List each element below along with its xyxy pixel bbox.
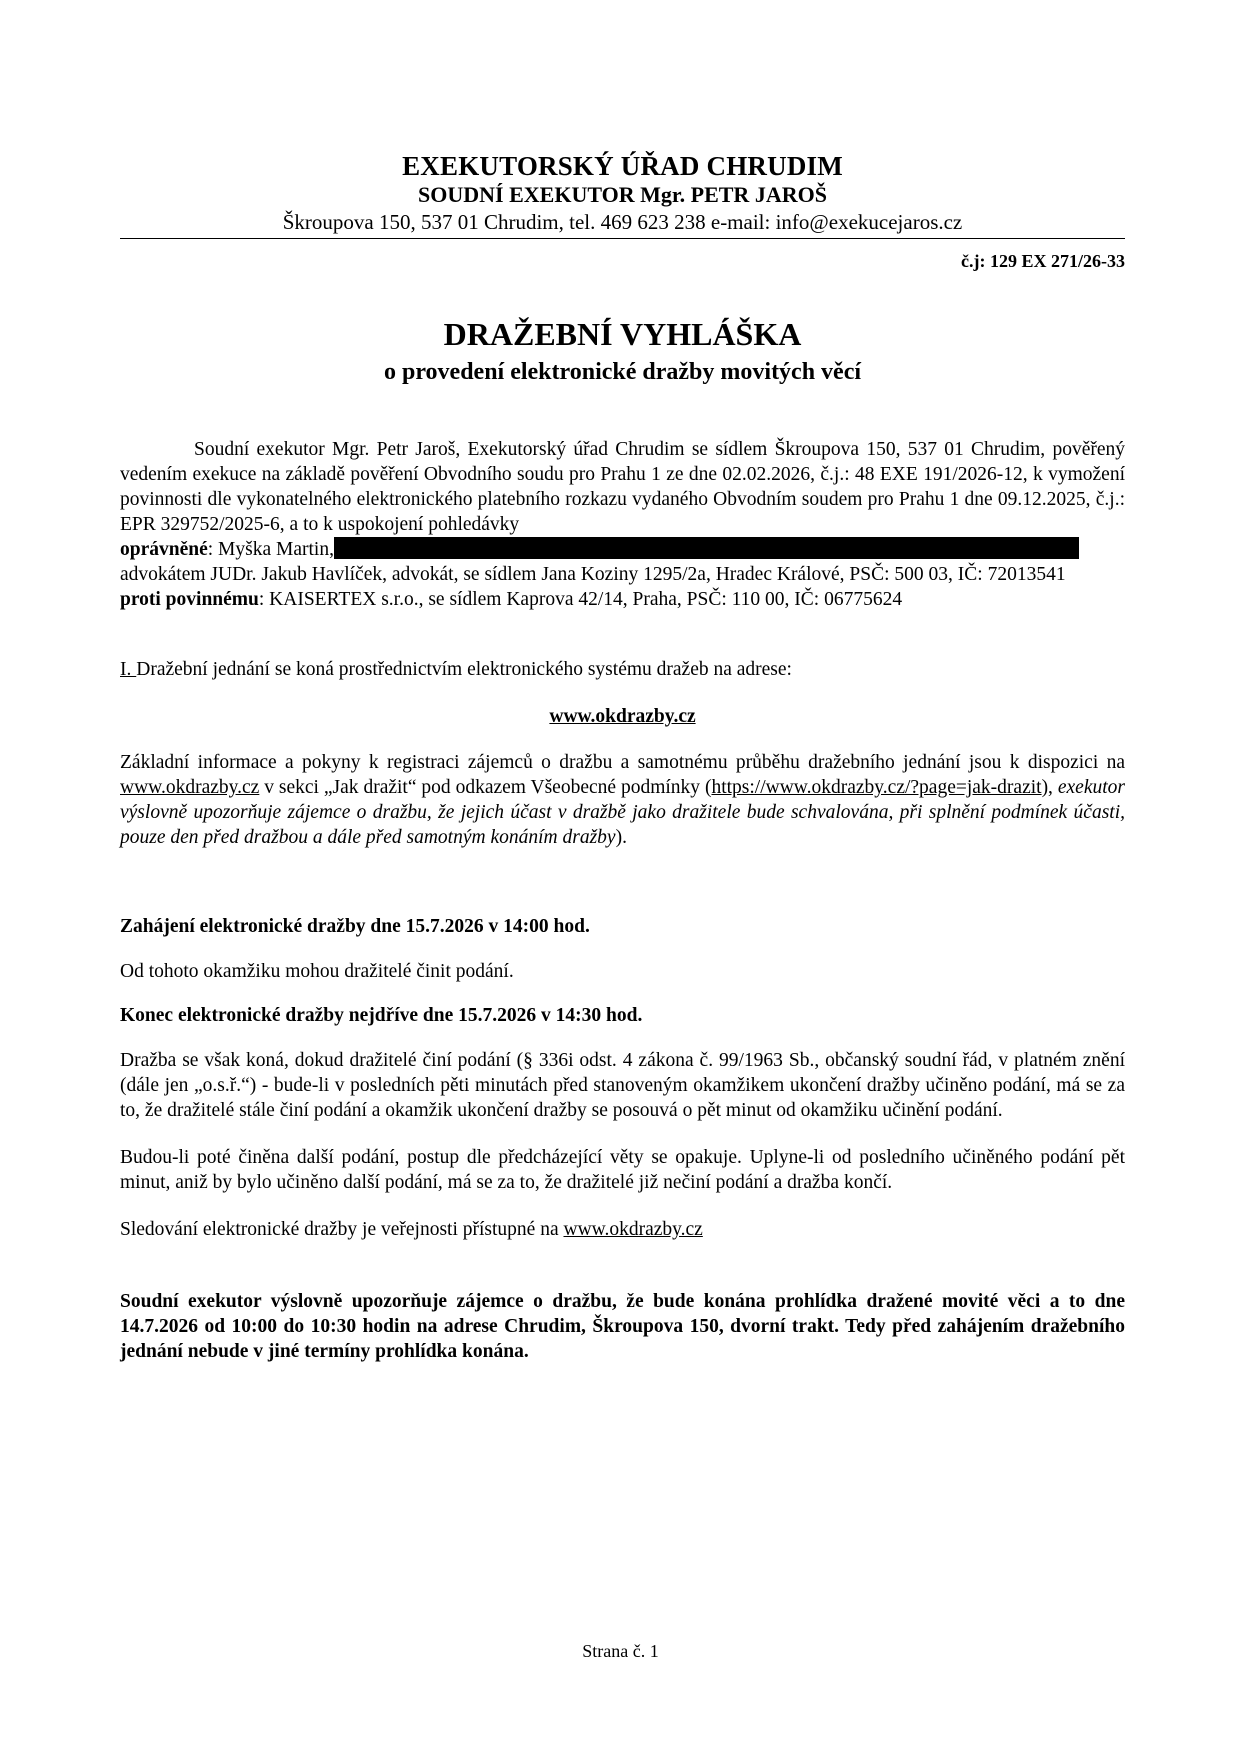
info-text-2: v sekci „Jak dražit“ pod odkazem Všeobecné podmínky (	[259, 777, 712, 798]
rule-paragraph-2: Budou-li poté činěna další podání, postup dle předcházející věty se opakuje. Uplyne-li od posledního učiněného podání pět minut, aniž by bylo učiněno další podání, má se za to, že dražitelé již nečiní podání a dražba končí.	[120, 1147, 1125, 1193]
auction-start: Zahájení elektronické dražby dne 15.7.2026 v 14:00 hod.	[120, 916, 590, 937]
public-text: Sledování elektronické dražby je veřejnosti přístupné na	[120, 1219, 564, 1240]
document-title: DRAŽEBNÍ VYHLÁŠKA	[443, 316, 802, 352]
intro-paragraph: Soudní exekutor Mgr. Petr Jaroš, Exekutorský úřad Chrudim se sídlem Škroupova 150, 537 01 Chrudim, pověřený vedením exekuce na základě pověření Obvodního soudu pro Prahu 1 ze dne 02.02.2026, č.j.: 48 EXE 191/2026-12, k vymožení povinnosti dle vykonatelného elektronického platebního rozkazu vydaného Obvodním soudem pro Prahu 1 dne 09.12.2025, č.j.: EPR 329752/2025-6, a to k uspokojení pohledávky	[120, 439, 1125, 535]
inspection-notice: Soudní exekutor výslovně upozorňuje zájemce o dražbu, že bude konána prohlídka dražené movité věci a to dne 14.7.2026 od 10:00 do 10:30 hodin na adrese Chrudim, Škroupova 150, dvorní trakt. Tedy před zahájením dražebního jednání nebude v jiné termíny prohlídka konána.	[120, 1291, 1125, 1362]
rule-paragraph-1: Dražba se však koná, dokud dražitelé činí podání (§ 336i odst. 4 zákona č. 99/1963 Sb., občanský soudní řád, v platném znění (dále jen „o.s.ř.“) - bude-li v posledních pěti minutách před stanoveným okamžikem ukončení dražby učiněno podání, má se za to, že dražitelé stále činí podání a okamžik ukončení dražby se posouvá o pět minut od okamžiku učinění podání.	[120, 1050, 1125, 1121]
section-1-text: Dražební jednání se koná prostřednictvím elektronického systému dražeb na adrese:	[136, 659, 792, 680]
info-text-4: ).	[615, 827, 627, 848]
document-page	[120, 150, 1125, 1364]
debtor-label: proti povinnému	[120, 589, 259, 610]
redaction-bar	[334, 537, 1079, 559]
info-link-okdrazby[interactable]: www.okdrazby.cz	[120, 777, 260, 798]
office-address: Škroupova 150, 537 01 Chrudim, tel. 469 623 238 e-mail: info@exekucejaros.cz	[120, 208, 1125, 239]
debtor-line	[120, 587, 1125, 612]
office-name: EXEKUTORSKÝ ÚŘAD CHRUDIM	[402, 151, 843, 181]
creditor-representative: advokátem JUDr. Jakub Havlíček, advokát, se sídlem Jana Koziny 1295/2a, Hradec Králové, PSČ: 500 03, IČ: 72013541	[120, 564, 1066, 585]
info-text-1: Základní informace a pokyny k registraci zájemců o dražbu a samotnému průběhu dražebního jednání jsou k dispozici na	[120, 752, 1125, 773]
info-paragraph	[120, 750, 1125, 850]
info-link-jak-drazit[interactable]: https://www.okdrazby.cz/?page=jak-drazit	[711, 777, 1042, 798]
info-italic-note: exekutor výslovně upozorňuje zájemce o dražbu, že jejich účast v dražbě jako dražitele bude schvalována, při splnění podmínek účasti, pouze den před dražbou a dále před samotným konáním dražby	[120, 777, 1125, 848]
auction-url[interactable]: www.okdrazby.cz	[549, 706, 696, 727]
section-1-number: I.	[120, 659, 137, 680]
section-1	[120, 657, 1125, 682]
document-subtitle: o provedení elektronické dražby movitých věcí	[383, 359, 862, 385]
public-access	[120, 1217, 1125, 1242]
page-footer: Strana č. 1	[582, 1641, 659, 1661]
creditor-label: oprávněné	[120, 539, 208, 560]
creditor-line	[120, 537, 1125, 562]
debtor-text: : KAISERTEX s.r.o., se sídlem Kaprova 42/14, Praha, PSČ: 110 00, IČ: 06775624	[258, 589, 903, 610]
creditor-name: : Myška Martin,	[207, 539, 334, 560]
case-number: č.j: 129 EX 271/26-33	[961, 251, 1125, 271]
auction-start-note: Od tohoto okamžiku mohou dražitelé činit podání.	[120, 961, 514, 982]
executor-name: SOUDNÍ EXEKUTOR Mgr. PETR JAROŠ	[418, 182, 827, 207]
info-text-3: ),	[1041, 777, 1058, 798]
auction-end: Konec elektronické dražby nejdříve dne 15.7.2026 v 14:30 hod.	[120, 1005, 643, 1026]
public-link[interactable]: www.okdrazby.cz	[563, 1219, 703, 1240]
